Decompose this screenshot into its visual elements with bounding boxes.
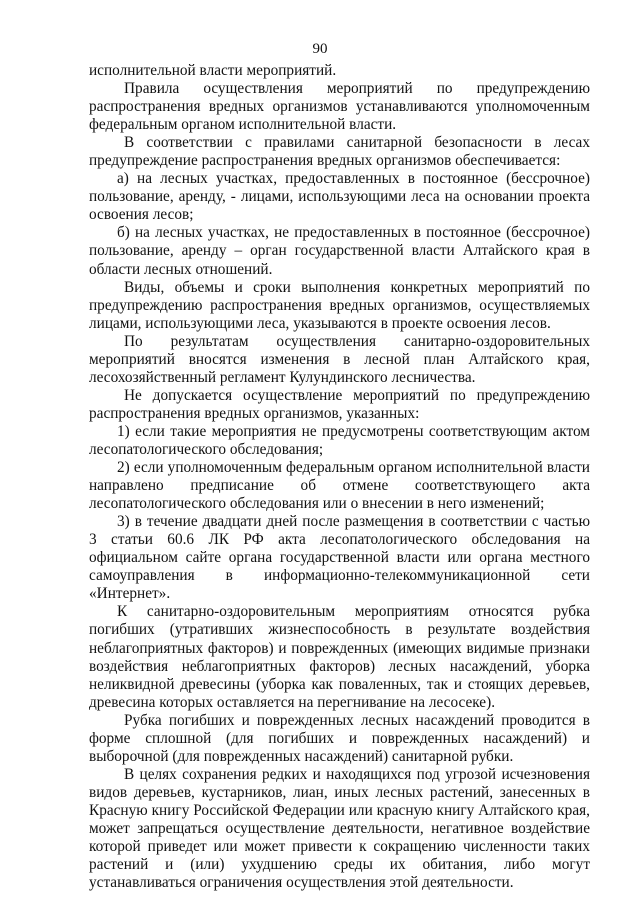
paragraph-sanitary-measures: К санитарно-оздоровительным мероприятиям относятся рубка погибших (утративших жизнеспособность в результате воздействия неблагоприятных факторов) и поврежденных (имеющих видимые признаки воздействия неблагоприятных факторов) лесных насаждений, уборка неликвидной древесины (уборка как поваленных, так и стоящих деревьев, древесина которых оставляется на перегнивание на лесосеке). — [89, 603, 590, 711]
paragraph-results: По результатам осуществления санитарно-оздоровительных мероприятий вносятся изменения в лесной план Алтайского края, лесохозяйственный регламент Кулундинского лесничества. — [89, 332, 590, 386]
document-body — [89, 62, 590, 892]
list-item-3: 3) в течение двадцати дней после размещения в соответствии с частью 3 статьи 60.6 ЛК РФ акта лесопатологического обследования на официальном сайте органа государственной власти или органа местного самоуправления в информационно-телекоммуникационной сети «Интернет». — [89, 513, 590, 603]
list-item-1: 1) если такие мероприятия не предусмотрены соответствующим актом лесопатологического обследования; — [89, 422, 590, 458]
paragraph-felling: Рубка погибших и поврежденных лесных насаждений проводится в форме сплошной (для погибших и поврежденных насаждений) и выборочной (для поврежденных насаждений) санитарной рубки. — [89, 711, 590, 765]
paragraph-rare-species: В целях сохранения редких и находящихся под угрозой исчезновения видов деревьев, кустарников, лиан, иных лесных растений, занесенных в Красную книгу Российской Федерации или красную книгу Алтайского края, может запрещаться осуществление деятельности, негативное воздействие которой приведет или может привести к сокращению численности таких растений и (или) ухудшению среды их обитания, либо могут устанавливаться ограничения осуществления этой деятельности. — [89, 765, 590, 892]
paragraph-types-volumes: Виды, объемы и сроки выполнения конкретных мероприятий по предупреждению распространения вредных организмов, осуществляемых лицами, использующими леса, указываются в проекте освоения лесов. — [89, 278, 590, 332]
list-item-a: а) на лесных участках, предоставленных в постоянное (бессрочное) пользование, аренду, - лицами, использующими леса на основании проекта освоения лесов; — [89, 170, 590, 224]
paragraph-not-allowed: Не допускается осуществление мероприятий по предупреждению распространения вредных организмов, указанных: — [89, 386, 590, 422]
list-item-2: 2) если уполномоченным федеральным органом исполнительной власти направлено предписание об отмене соответствующего акта лесопатологического обследования или о внесении в него изменений; — [89, 459, 590, 513]
paragraph-rules: Правила осуществления мероприятий по предупреждению распространения вредных организмов устанавливаются уполномоченным федеральным органом исполнительной власти. — [89, 80, 590, 134]
list-item-b: б) на лесных участках, не предоставленных в постоянное (бессрочное) пользование, аренду – орган государственной власти Алтайского края в области лесных отношений. — [89, 224, 590, 278]
paragraph-continuation: исполнительной власти мероприятий. — [89, 62, 337, 79]
paragraph-sanitary-safety: В соответствии с правилами санитарной безопасности в лесах предупреждение распространения вредных организмов обеспечивается: — [89, 134, 590, 170]
page-number: 90 — [312, 41, 328, 57]
